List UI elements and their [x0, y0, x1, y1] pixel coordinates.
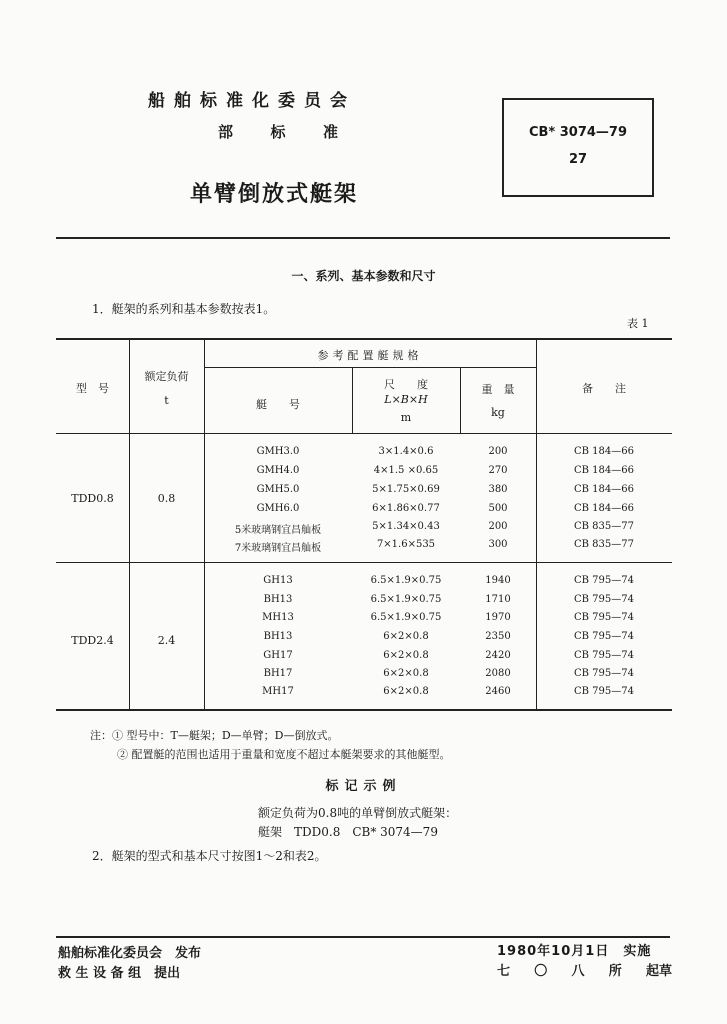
header-weight-unit: kg	[491, 406, 505, 419]
issuing-committee: 船舶标准化委员会	[148, 91, 356, 111]
boat-weight: 270	[488, 465, 508, 476]
header-dim-formula: L×B×H	[384, 393, 428, 406]
table-border-top	[56, 338, 672, 340]
boat-weight: 1710	[485, 594, 511, 605]
bottom-rule	[56, 936, 670, 938]
header-note: 备 注	[582, 382, 626, 395]
table-note-1: 注：① 型号中：T—艇架；D—单臂；D—倒放式。	[90, 729, 339, 742]
boat-note: CB 835—77	[574, 539, 634, 550]
boat-note: CB 795—74	[574, 575, 634, 586]
table-label: 表 1	[627, 317, 649, 330]
group-load: 2.4	[157, 634, 176, 647]
header-dim: 尺 度	[384, 378, 428, 391]
boat-weight: 2420	[485, 650, 511, 661]
header-dim-unit: m	[400, 411, 412, 424]
boat-name: BH13	[263, 594, 293, 605]
page-number: 27	[568, 152, 588, 167]
group-load: 0.8	[157, 492, 176, 505]
boat-note: CB 795—74	[574, 631, 634, 642]
boat-weight: 2080	[485, 668, 511, 679]
boat-name: GMH6.0	[256, 503, 300, 514]
header-load: 额定负荷	[144, 370, 189, 383]
drafter-char: 〇	[534, 964, 548, 979]
group-model: TDD2.4	[71, 634, 114, 647]
table-subheader-line	[204, 367, 536, 368]
section-1-title: 一、系列、基本参数和尺寸	[291, 269, 436, 283]
boat-dim: 7×1.6×535	[376, 539, 436, 550]
table-note-2: ② 配置艇的范围也适用于重量和宽度不超过本艇架要求的其他艇型。	[117, 748, 451, 761]
table-border-bottom	[56, 709, 672, 711]
boat-dim: 6.5×1.9×0.75	[370, 594, 442, 605]
standard-level	[218, 121, 338, 142]
header-ref-boat: 参考配置艇规格	[317, 349, 423, 362]
boat-weight: 500	[488, 503, 508, 514]
boat-dim: 4×1.5 ×0.65	[373, 465, 439, 476]
boat-note: CB 795—74	[574, 668, 634, 679]
boat-dim: 5×1.75×0.69	[372, 484, 440, 495]
boat-name: GH17	[263, 650, 293, 661]
boat-dim: 6×2×0.8	[383, 668, 429, 679]
boat-note: CB 795—74	[574, 650, 634, 661]
boat-dim: 6×2×0.8	[383, 631, 429, 642]
boat-name: GMH4.0	[256, 465, 300, 476]
header-boat: 艇 号	[256, 398, 300, 411]
publisher-line: 船舶标准化委员会 发布	[58, 946, 202, 961]
boat-dim: 3×1.4×0.6	[378, 446, 434, 457]
marking-example-line-1: 额定负荷为0.8吨的单臂倒放式艇架：	[258, 806, 458, 820]
boat-note: CB 795—74	[574, 612, 634, 623]
parameters-table	[56, 338, 672, 711]
standard-level-char: 标	[270, 123, 286, 141]
drafter-line	[497, 960, 672, 979]
boat-weight: 1940	[485, 575, 511, 586]
paragraph-1: 1．艇架的系列和基本参数按表1。	[92, 302, 276, 316]
boat-weight: 380	[488, 484, 508, 495]
header-load-unit: t	[164, 394, 169, 407]
boat-name: GMH3.0	[256, 446, 300, 457]
boat-dim: 6.5×1.9×0.75	[370, 575, 442, 586]
drafter-char: 所	[608, 964, 622, 979]
boat-name: GMH5.0	[256, 484, 300, 495]
header-model: 型 号	[76, 382, 109, 395]
document-title: 单臂倒放式艇架	[190, 182, 359, 207]
boat-weight: 2350	[485, 631, 511, 642]
standard-number-box	[502, 98, 654, 197]
boat-note: CB 835—77	[574, 521, 634, 532]
effective-date-line: 1980年10月1日 实施	[497, 944, 652, 959]
boat-note: CB 184—66	[574, 446, 634, 457]
boat-weight: 2460	[485, 686, 511, 697]
boat-weight: 1970	[485, 612, 511, 623]
boat-weight: 300	[488, 539, 508, 550]
marking-example-title: 标记示例	[325, 779, 402, 794]
standard-level-char: 部	[218, 123, 234, 141]
boat-name: 7米玻璃钢宜昌舢板	[234, 543, 322, 554]
boat-note: CB 184—66	[574, 503, 634, 514]
boat-dim: 5×1.34×0.43	[372, 521, 440, 532]
marking-example-line-2: 艇架 TDD0.8 CB* 3074—79	[258, 825, 438, 839]
drafter-char: 起草	[645, 964, 672, 979]
drafter-char: 八	[571, 964, 585, 979]
paragraph-2: 2．艇架的型式和基本尺寸按图1～2和表2。	[92, 849, 327, 863]
standard-code: CB* 3074—79	[528, 125, 628, 140]
boat-dim: 6.5×1.9×0.75	[370, 612, 442, 623]
boat-dim: 6×2×0.8	[383, 686, 429, 697]
boat-note: CB 795—74	[574, 594, 634, 605]
boat-name: 5米玻璃钢宜昌舢板	[234, 525, 322, 536]
top-rule	[56, 237, 670, 239]
boat-note: CB 795—74	[574, 686, 634, 697]
boat-name: MH17	[262, 686, 294, 697]
boat-dim: 6×2×0.8	[383, 650, 429, 661]
boat-dim: 6×1.86×0.77	[372, 503, 440, 514]
boat-name: MH13	[262, 612, 294, 623]
boat-weight: 200	[488, 521, 508, 532]
table-group-divider	[56, 562, 672, 563]
header-weight: 重 量	[481, 383, 515, 396]
table-header-bottom	[56, 433, 672, 434]
boat-weight: 200	[488, 446, 508, 457]
boat-name: BH13	[263, 631, 293, 642]
drafter-char: 七	[497, 964, 511, 979]
boat-note: CB 184—66	[574, 465, 634, 476]
proposer-line: 救 生 设 备 组 提出	[58, 966, 181, 981]
standard-level-char: 准	[322, 123, 338, 141]
group-model: TDD0.8	[71, 492, 114, 505]
boat-note: CB 184—66	[574, 484, 634, 495]
boat-name: GH13	[263, 575, 293, 586]
boat-name: BH17	[263, 668, 293, 679]
table-vline	[460, 367, 461, 433]
